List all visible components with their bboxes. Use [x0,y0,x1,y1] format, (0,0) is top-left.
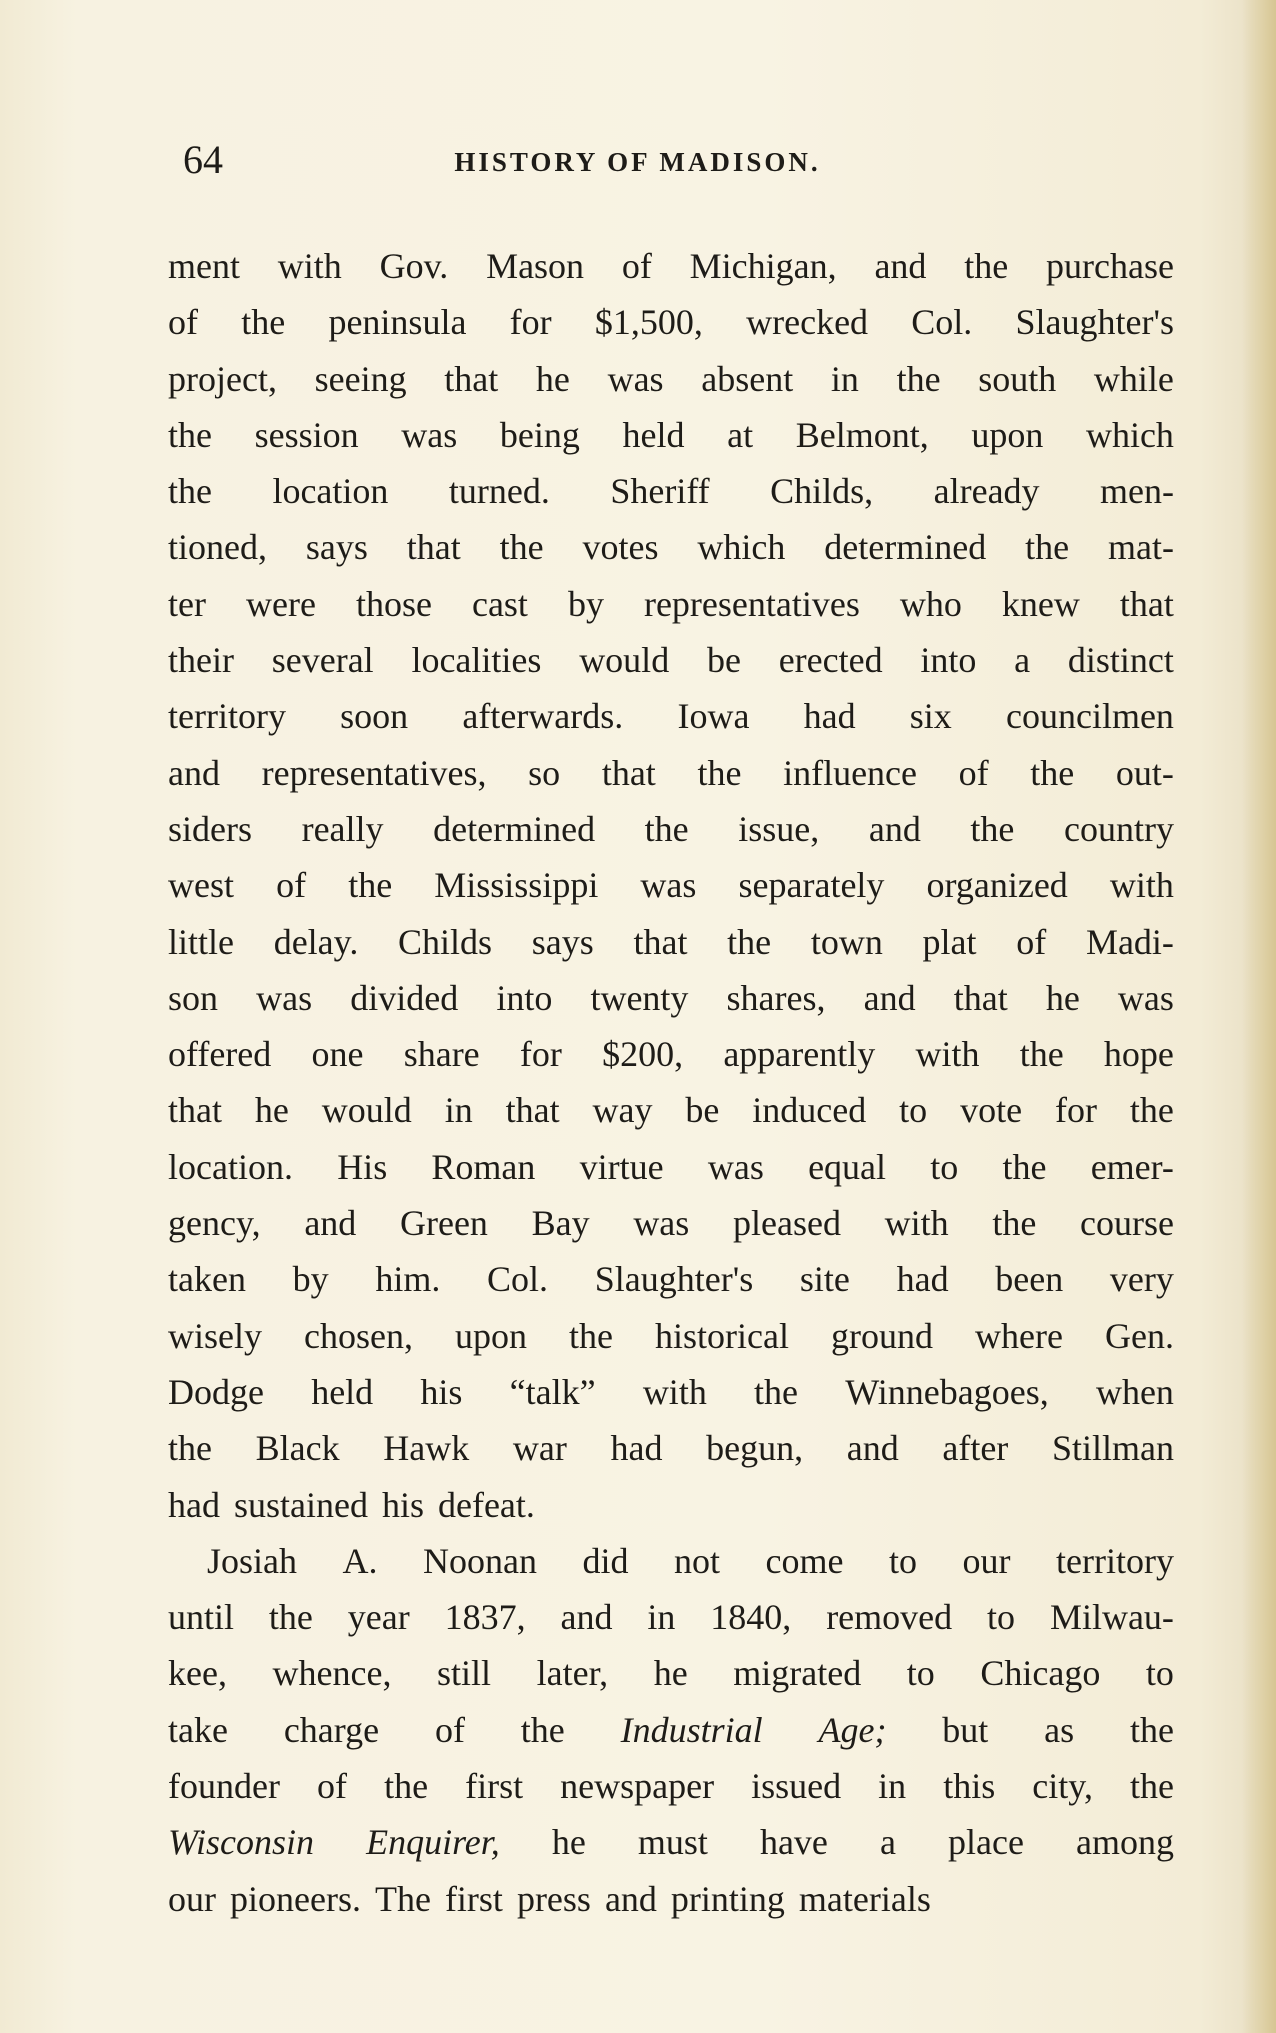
word: that [953,977,1008,1018]
word: the [1025,527,1070,568]
word: for [1054,1090,1097,1131]
text-line [168,519,1174,575]
word: offered [168,1034,272,1075]
word: the [241,302,286,343]
word: the [348,865,393,906]
word: Josiah [207,1540,297,1581]
word: after [942,1428,1009,1469]
word: while [1093,358,1174,399]
word: way [592,1090,653,1131]
text-line [168,1814,1174,1870]
text-line [168,688,1174,744]
word: that [505,1090,560,1131]
word: the [1030,752,1075,793]
word: A. [342,1540,378,1581]
word: virtue [579,1146,664,1187]
word: wrecked [746,302,869,343]
word: of [317,1766,348,1807]
word: ment [168,246,240,286]
word: he [535,358,570,399]
word: in [444,1090,473,1131]
word: were [245,583,316,624]
word: not [674,1540,721,1581]
word: Hawk [383,1428,470,1469]
word: and [604,1878,657,1919]
text-line [168,1308,1174,1364]
word: the [644,808,689,849]
word: have [759,1822,828,1863]
word: and [868,808,921,849]
word: gency, [168,1203,261,1244]
word: city, [1032,1766,1093,1807]
word: which [1085,414,1174,455]
word: absent [701,358,794,399]
word: Mississippi [434,865,599,906]
word: the [569,1315,613,1356]
word: year [347,1597,410,1638]
word: historical [655,1315,789,1356]
word: with [915,1034,980,1075]
text-line [168,632,1174,688]
word: still [437,1653,492,1694]
word: seeing [314,358,407,399]
word: Bay [531,1203,590,1244]
word: had [803,696,856,737]
text-line [168,914,1174,970]
word: Col. [487,1259,549,1300]
word: he [653,1653,688,1694]
word: he [1045,977,1080,1018]
word: was [256,977,313,1018]
word: Milwau- [1049,1597,1174,1638]
word: had [168,1484,220,1525]
word: our [168,1878,216,1919]
word: “talk” [509,1371,596,1412]
word: representatives, [261,752,487,793]
word: distinct [1067,640,1174,681]
text-line [168,1364,1174,1420]
word: Childs, [770,471,874,512]
word: and [846,1428,899,1469]
word: into [920,640,977,681]
word: was [401,414,458,455]
word: that [406,527,461,568]
word: purchase [1046,246,1174,286]
word: turned. [448,471,550,512]
word: course [1080,1203,1174,1244]
word: divided [350,977,459,1018]
running-head: HISTORY OF MADISON. [454,147,821,177]
word: be [685,1090,720,1131]
word: the [1019,1034,1064,1075]
word: the [1129,1090,1174,1131]
word: as [1044,1709,1075,1750]
word: take [168,1709,228,1750]
text-line [168,1026,1174,1082]
page-edge-shadow [1242,0,1276,2033]
word: to [930,1146,959,1187]
word: the [754,1371,799,1412]
word: the [727,921,772,962]
word: Col. [911,302,973,343]
word: several [271,640,374,681]
text-line [168,1702,1174,1758]
word: with [642,1371,707,1412]
text-line [168,238,1174,294]
word: a [1014,640,1031,681]
word: and [304,1203,357,1244]
page-header [165,130,1110,190]
word: whence, [272,1653,392,1694]
word: in [878,1766,907,1807]
word: Slaughter's [594,1259,754,1300]
word: soon [340,696,409,737]
word: at [727,414,754,455]
page-number: 64 [183,137,223,182]
word: had [896,1259,949,1300]
word: representatives [643,583,860,624]
word: be [706,640,741,681]
word: and [874,246,927,286]
word: for [509,302,552,343]
word: west [168,865,234,906]
text-line [168,1645,1174,1701]
word: Black [255,1428,340,1469]
word: Madi- [1085,921,1174,962]
word: materials [798,1878,931,1919]
word: was [1117,977,1174,1018]
word: among [1076,1822,1174,1863]
word: the [896,358,941,399]
word: held [622,414,685,455]
text-line [168,294,1174,350]
text-line [168,970,1174,1026]
word: Green [399,1203,488,1244]
word: twenty [590,977,689,1018]
word: kee, [168,1653,227,1694]
word: out- [1115,752,1174,793]
word: site [799,1259,850,1300]
word: wisely [168,1315,262,1356]
word: very [1109,1259,1174,1300]
word: later, [536,1653,609,1694]
word: that [168,1090,222,1131]
word: taken [168,1259,246,1300]
word: project, [168,358,277,399]
word: would [579,640,670,681]
word: those [355,583,432,624]
word: and [863,977,916,1018]
word: says [305,527,368,568]
word: Belmont, [795,414,929,455]
word: of [276,865,307,906]
word: to [987,1597,1016,1638]
word: held [311,1371,374,1412]
word: to [906,1653,935,1694]
word: ter [168,583,206,624]
word: come [765,1540,844,1581]
word: our [962,1540,1011,1581]
word: the [1130,1766,1174,1807]
word: so [528,752,561,793]
word: Age; [818,1709,887,1750]
word: hope [1103,1034,1174,1075]
word: must [637,1822,708,1863]
word: to [888,1540,917,1581]
word: vote [960,1090,1023,1131]
word: six [909,696,952,737]
word: by [567,583,604,624]
word: Gov. [379,246,449,286]
word: Roman [431,1146,536,1187]
word: which [697,527,786,568]
word: town [810,921,883,962]
word: place [948,1822,1024,1863]
word: the [168,1428,212,1469]
word: ground [831,1315,933,1356]
word: votes [582,527,659,568]
word: issued [751,1766,842,1807]
text-line [168,463,1174,519]
word: says [531,921,594,962]
word: mat- [1107,527,1174,568]
text-line [168,407,1174,463]
word: territory [168,696,286,737]
word: begun, [706,1428,804,1469]
word: Childs [398,921,493,962]
word: to [1145,1653,1174,1694]
word: men- [1100,471,1174,512]
word: issue, [738,808,820,849]
word: with [884,1203,949,1244]
text-line [168,1195,1174,1251]
text-line [168,1533,1174,1589]
word: apparently [723,1034,876,1075]
word: cast [471,583,528,624]
word: His [337,1146,388,1187]
word: with [277,246,342,286]
text-line [168,1251,1174,1307]
word: Winnebagoes, [845,1371,1049,1412]
word: until [168,1597,235,1638]
word: organized [926,865,1068,906]
word: $200, [602,1034,684,1075]
word: first [444,1878,503,1919]
word: the [964,246,1009,286]
word: that [1119,583,1174,624]
word: influence [783,752,918,793]
word: knew [1001,583,1080,624]
word: one [311,1034,364,1075]
word: Michigan, [689,246,837,286]
word: to [899,1090,928,1131]
word: Wisconsin [168,1822,315,1863]
word: pioneers. [230,1878,361,1919]
word: peninsula [328,302,467,343]
word: printing [670,1878,785,1919]
word: a [879,1822,896,1863]
word: induced [752,1090,867,1131]
word: this [943,1766,996,1807]
word: territory [1056,1540,1174,1581]
word: of [1016,921,1047,962]
word: he [254,1090,289,1131]
word: he [551,1822,586,1863]
word: the [697,752,742,793]
word: was [707,1146,764,1187]
word: was [640,865,697,906]
word: The [374,1878,431,1919]
word: the [268,1597,313,1638]
word: chosen, [304,1315,413,1356]
word: where [975,1315,1063,1356]
word: Dodge [168,1371,264,1412]
word: his [420,1371,463,1412]
text-line [168,1871,1174,1927]
word: Stillman [1051,1428,1174,1469]
word: of [621,246,652,286]
text-line [168,1758,1174,1814]
word: the [992,1203,1037,1244]
word: Sheriff [610,471,710,512]
word: with [1109,865,1174,906]
word: Gen. [1104,1315,1174,1356]
body-text [168,238,1174,1927]
word: the [520,1709,565,1750]
word: when [1095,1371,1174,1412]
word: would [321,1090,412,1131]
word: into [496,977,553,1018]
word: the [168,471,212,512]
word: of [434,1709,465,1750]
word: that [633,921,688,962]
word: who [899,583,962,624]
word: of [958,752,989,793]
word: and [168,752,220,793]
word: did [582,1540,629,1581]
word: in [830,358,859,399]
word: localities [411,640,542,681]
word: sustained [233,1484,368,1525]
word: pleased [733,1203,841,1244]
word: him. [375,1259,441,1300]
word: son [168,977,219,1018]
word: erected [778,640,883,681]
word: 1840, [710,1597,792,1638]
word: was [633,1203,690,1244]
text-line [168,351,1174,407]
word: session [254,414,359,455]
word: was [607,358,664,399]
text-line [168,1420,1174,1476]
word: determined [824,527,987,568]
word: location. [168,1146,293,1187]
word: of [168,302,198,343]
word: country [1064,808,1174,849]
word: Iowa [677,696,750,737]
word: south [978,358,1057,399]
text-line [168,576,1174,632]
word: location [272,471,389,512]
word: plat [922,921,977,962]
word: but [942,1709,989,1750]
word: charge [283,1709,380,1750]
word: councilmen [1005,696,1174,737]
word: the [168,414,212,455]
word: already [933,471,1040,512]
word: war [512,1428,567,1469]
text-line [168,1082,1174,1138]
word: the [384,1766,429,1807]
word: that [444,358,499,399]
word: founder [168,1766,280,1807]
word: upon [971,414,1044,455]
word: removed [826,1597,953,1638]
word: for [519,1034,562,1075]
word: press [516,1878,591,1919]
text-line [168,857,1174,913]
word: defeat. [437,1484,535,1525]
word: newspaper [560,1766,715,1807]
text-line [168,745,1174,801]
word: really [301,808,384,849]
word: Industrial [620,1709,763,1750]
word: Noonan [423,1540,537,1581]
word: being [499,414,580,455]
word: Chicago [980,1653,1101,1694]
word: separately [738,865,885,906]
word: equal [808,1146,887,1187]
text-line [168,1477,1174,1533]
word: migrated [733,1653,862,1694]
word: been [995,1259,1064,1300]
word: his [381,1484,424,1525]
word: first [465,1766,524,1807]
word: upon [455,1315,527,1356]
word: delay. [273,921,359,962]
text-line [168,1139,1174,1195]
word: 1837, [444,1597,526,1638]
word: and [560,1597,613,1638]
word: $1,500, [594,302,703,343]
text-line [168,1589,1174,1645]
word: Slaughter's [1015,302,1174,343]
word: Mason [486,246,585,286]
word: by [292,1259,329,1300]
word: afterwards. [462,696,624,737]
word: their [168,640,234,681]
word: share [403,1034,480,1075]
text-line [168,801,1174,857]
word: in [647,1597,676,1638]
word: the [1129,1709,1174,1750]
word: little [168,921,234,962]
word: Enquirer, [366,1822,500,1863]
word: the [499,527,544,568]
word: shares, [726,977,826,1018]
word: emer- [1090,1146,1174,1187]
word: had [610,1428,663,1469]
word: determined [433,808,596,849]
word: the [1002,1146,1047,1187]
word: that [601,752,656,793]
word: the [970,808,1015,849]
word: siders [168,808,252,849]
word: tioned, [168,527,267,568]
